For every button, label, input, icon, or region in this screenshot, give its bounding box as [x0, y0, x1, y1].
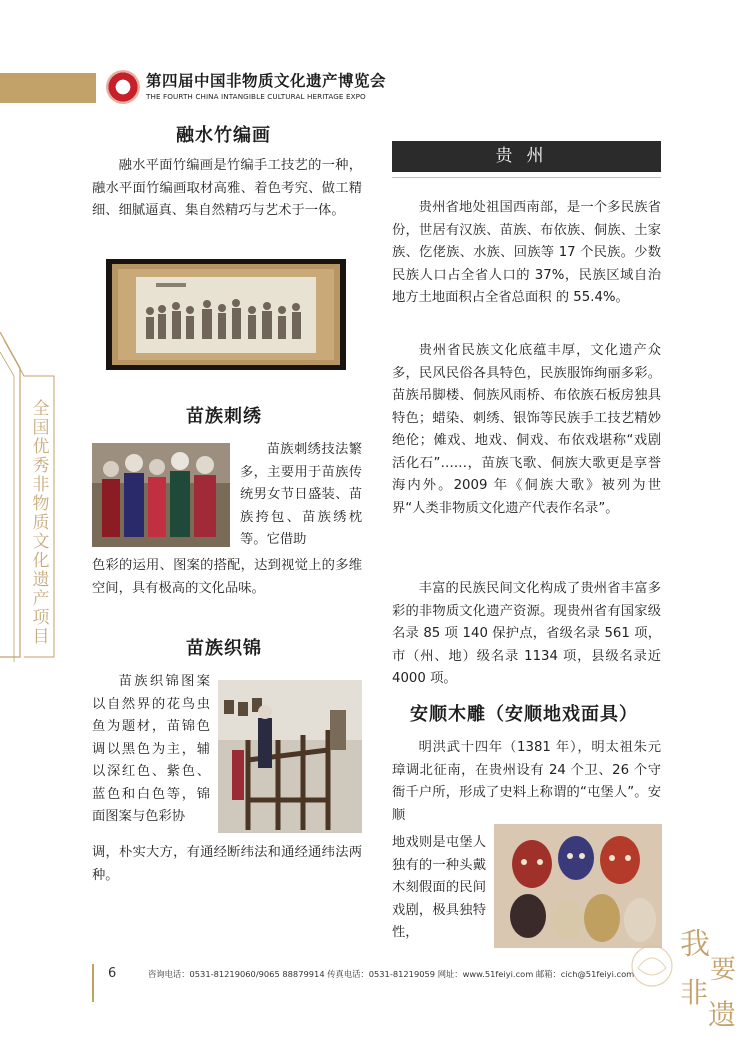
brocade-body-side: 苗族织锦图案以自然界的花鸟虫鱼为题材，苗锦色调以黑色为主，辅以深红色、紫色、蓝色和白色等，锦面图案与色彩协: [92, 674, 210, 824]
svg-text:要: 要: [710, 955, 737, 985]
svg-text:我: 我: [680, 927, 710, 962]
anshun-paragraph-side: 地戏则是屯堡人独有的一种头戴木刻假面的民间戏剧，极具独特性，: [392, 835, 486, 940]
header-subtitle: THE FOURTH CHINA INTANGIBLE CULTURAL HERITAGE EXPO: [146, 92, 366, 101]
bamboo-title: 融水竹编画: [176, 125, 271, 146]
embroidery-body-full: 色彩的运用、图案的搭配，达到视觉上的多维空间，具有极高的文化品味。: [92, 558, 362, 596]
footer-contact-info: 咨询电话：0531-81219060/9065 88879914 传真电话：0531-81219059 网址：www.51feiyi.com 邮箱：cich@51feiyi.com: [148, 969, 635, 979]
anshun-paragraph-full: 明洪武十四年（1381 年），明太祖朱元璋调北征南，在贵州设有 24 个卫、26 个守衙千户所，形成了史料上称谓的“屯堡人”。安顺: [392, 740, 661, 823]
heritage-emblem-logo: [628, 920, 738, 1040]
anshun-title: 安顺木雕（安顺地戏面具）: [410, 704, 638, 725]
brocade-title: 苗族织锦: [186, 638, 262, 659]
expo-logo-icon: [106, 70, 140, 104]
guizhou-culture-paragraph: 贵州省民族文化底蕴丰厚，文化遗产众多，民风民俗各具特色，民族服饰绚丽多彩。苗族吊脚楼、侗族风雨桥、布依族石板房独具特色；蜡染、刺绣、银饰等民族手工技艺精妙绝伦；傩戏、地戏、侗戏、布依戏堪称“戏剧活化石”……，苗族飞歌、侗族大歌更是享誉海内外。2009 年《侗族大歌》被列为世界“人类非物质文化遗产代表作名录”。: [392, 343, 661, 516]
footer-accent-bar: [92, 964, 94, 1002]
brocade-body-full: 调，朴实大方，有通经断纬法和通经通纬法两种。: [92, 845, 362, 883]
embroidery-photo: [92, 443, 230, 547]
svg-text:非: 非: [680, 976, 709, 1009]
bamboo-body: 融水平面竹编画是竹编手工技艺的一种，融水平面竹编画取材高雅、着色考究、做工精细、细腻逼真、集自然精巧与艺术于一体。: [92, 158, 362, 218]
header-accent-bar: [0, 73, 96, 103]
svg-text:遗: 遗: [708, 998, 737, 1031]
page-number: 6: [108, 966, 117, 981]
brocade-loom-photo: [218, 680, 362, 833]
embroidery-title: 苗族刺绣: [186, 406, 262, 427]
guizhou-banner: 贵州: [392, 141, 661, 172]
banner-divider: [392, 177, 661, 178]
guizhou-heritage-paragraph: 丰富的民族民间文化构成了贵州省丰富多彩的非物质文化遗产资源。现贵州省有国家级名录 85 项 140 保护点，省级名录 561 项，市（州、地）级名录 1134 项，县级名录近 4000 项。: [392, 581, 661, 686]
header-title: 第四届中国非物质文化遗产博览会: [146, 72, 387, 90]
bamboo-painting-image: [106, 259, 346, 370]
guizhou-intro-paragraph: 贵州省地处祖国西南部，是一个多民族省份，世居有汉族、苗族、布依族、侗族、土家族、仡佬族、水族、回族等 17 个民族。少数民族人口占全省人口的 37%，民族区域自治地方土地面积占全省总面积 的 55.4%。: [392, 200, 661, 305]
side-tab-label: 全国优秀非物质文化遗产项目: [32, 399, 50, 647]
embroidery-body-side: 苗族刺绣技法繁多，主要用于苗族传统男女节日盛装、苗族挎包、苗族绣枕等。它借助: [240, 442, 362, 547]
